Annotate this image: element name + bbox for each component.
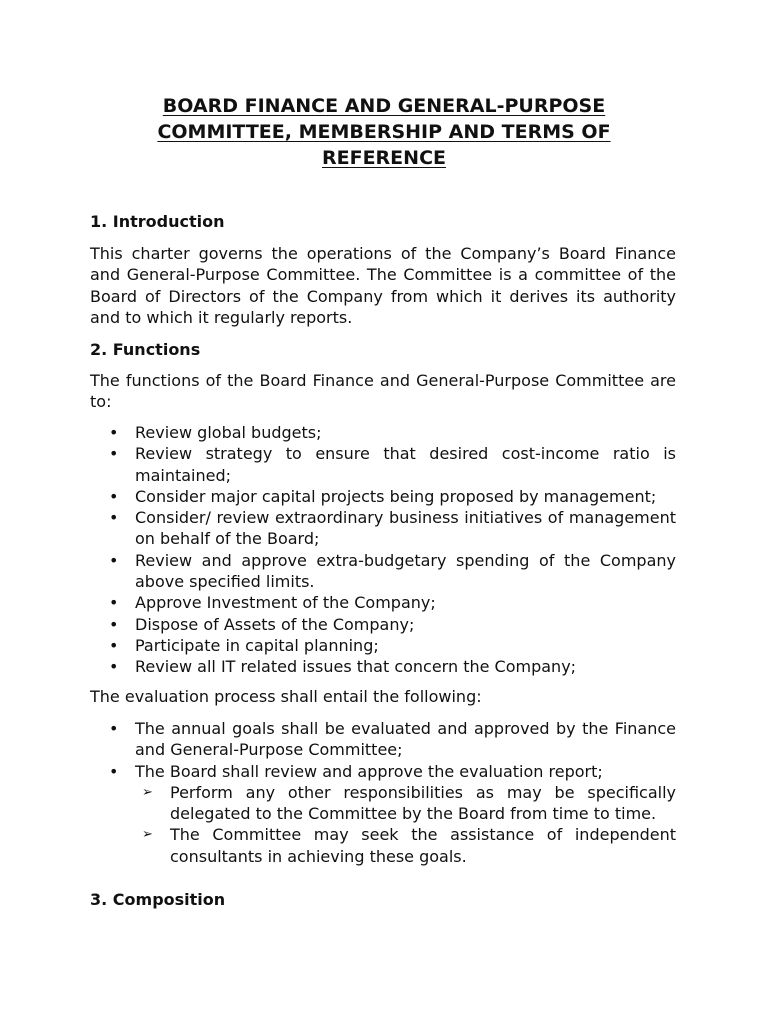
list-item [90, 550, 676, 593]
bullet-icon: • [109, 444, 119, 464]
sub-list-item [90, 824, 676, 867]
list-item [90, 614, 676, 635]
evaluation-bullet-list [90, 718, 676, 867]
introduction-paragraph: This charter governs the operations of the Company’s Board Finance and General-Purpose Committee. The Committee is a committee of the Board of Directors of the Company from which it derives its authority and to which it regularly reports. [90, 244, 676, 327]
bullet-icon: • [109, 719, 119, 738]
bullet-icon: • [109, 508, 119, 528]
functions-intro-paragraph: The functions of the Board Finance and General-Purpose Committee are to: [90, 371, 676, 412]
sub-list-item-text: The Committee may seek the assistance of independent consultants in achieving these goals. [170, 825, 676, 866]
arrow-bullet-icon: ➢ [142, 784, 153, 800]
list-item [90, 422, 676, 443]
evaluation-subbullet-list [90, 782, 676, 867]
list-item-text: Consider major capital projects being proposed by management; [135, 486, 657, 506]
evaluation-intro-paragraph: The evaluation process shall entail the following: [90, 687, 482, 706]
list-item-text: Review all IT related issues that concern the Company; [135, 657, 577, 677]
list-item-text: Consider/ review extraordinary business initiatives of management on behalf of the Board; [135, 508, 676, 549]
bullet-icon: • [109, 635, 119, 655]
bullet-icon: • [109, 657, 119, 677]
section-heading-composition: 3. Composition [90, 890, 226, 909]
bullet-icon: • [109, 614, 119, 634]
document-title: BOARD FINANCE AND GENERAL-PURPOSE COMMITTEE, MEMBERSHIP AND TERMS OF REFERENCE [157, 95, 611, 169]
list-item-text: Review global budgets; [135, 423, 322, 442]
list-item [90, 656, 676, 677]
list-item [90, 635, 676, 656]
list-item-text: Review and approve extra-budgetary spending of the Company above specified limits. [135, 550, 676, 592]
list-item-text: The Board shall review and approve the evaluation report; [135, 761, 603, 781]
bullet-icon: • [109, 486, 119, 506]
list-item-text: The annual goals shall be evaluated and approved by the Finance and General-Purpose Committee; [135, 719, 676, 760]
list-item-text: Approve Investment of the Company; [135, 593, 436, 613]
list-item [90, 507, 676, 550]
list-item [90, 592, 676, 613]
bullet-icon: • [109, 761, 119, 781]
list-item [90, 761, 676, 867]
section-heading-functions: 2. Functions [90, 340, 201, 359]
sub-list-item-text: Perform any other responsibilities as may be specifically delegated to the Committee by the Board from time to time. [170, 782, 676, 824]
list-item [90, 718, 676, 761]
arrow-bullet-icon: ➢ [142, 827, 153, 843]
functions-bullet-list [90, 422, 676, 678]
list-item-text: Participate in capital planning; [135, 635, 379, 655]
list-item [90, 486, 676, 507]
list-item [90, 443, 676, 486]
list-item-text: Review strategy to ensure that desired cost-income ratio is maintained; [135, 444, 676, 485]
sub-list-item [90, 782, 676, 825]
section-heading-introduction: 1. Introduction [90, 212, 225, 231]
bullet-icon: • [109, 423, 119, 442]
list-item-text: Dispose of Assets of the Company; [135, 614, 415, 634]
bullet-icon: • [109, 550, 119, 570]
bullet-icon: • [109, 593, 119, 613]
